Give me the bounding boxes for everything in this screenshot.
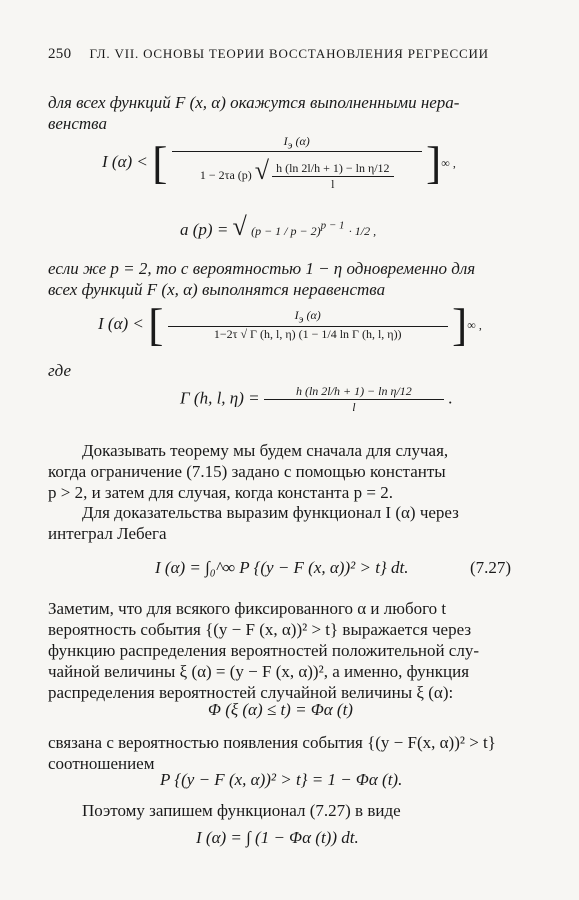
formula-1-fraction: Iэ (α) 1 − 2τa (p) √ $\frac{\text{h (ln 2l/h + 1) − ln η/12}}{l}$ — [172, 134, 422, 192]
formula-2: a (p) = √ $(p - 1 / p - 2)^{p - 1} \cdot 1/2$ , — [180, 212, 377, 241]
where-label: где — [48, 361, 71, 380]
formula-1-den-left: 1 − 2τa (p) — [199, 168, 252, 183]
paragraph-5: Поэтому запишем функционал (7.27) в виде — [82, 801, 401, 820]
formula-7: P {(y − F (x, α))² > t} = 1 − Φα (t). — [160, 770, 403, 789]
intro-text — [48, 92, 533, 134]
formula-1-root-num: h (ln 2l/h + 1) − ln η/12 — [276, 161, 390, 176]
condition-text: если же p = 2, то с вероятностью 1 − η одновременно для всех функций F (x, α) выполнятся неравенства — [48, 259, 476, 299]
chapter-title: ГЛ. VII. ОСНОВЫ ТЕОРИИ ВОССТАНОВЛЕНИЯ РЕГРЕССИИ — [89, 46, 489, 61]
paragraph-2: Для доказательства выразим функционал I (α) через интеграл Лебега — [48, 503, 459, 543]
formula-1 — [102, 134, 456, 192]
equation-number: (7.27) — [470, 558, 512, 577]
formula-1-tail: ∞ , — [441, 155, 456, 170]
page-number: 250 — [48, 46, 72, 62]
formula-4: Γ (h, l, η) = $\frac{\text{h (ln 2l/h + 1) − ln η/12}}{l}$ . — [180, 384, 453, 414]
intro-line-2: венства — [48, 114, 107, 133]
formula-3-den: 1−2τ √ Γ (h, l, η) (1 − 1/4 ln Γ (h, l, η)) — [168, 326, 448, 342]
formula-1-bracket-left: [ — [152, 137, 168, 189]
formula-5: I (α) = ∫₀^∞ P {(y − F (x, α))² > t} dt. — [155, 558, 409, 577]
formula-6: Φ (ξ (α) ≤ t) = Φα (t) — [208, 700, 353, 719]
formula-1-bracket-right: ] — [425, 137, 442, 189]
page-header — [48, 46, 489, 63]
paragraph-3: Заметим, что для всякого фиксированного α и любого t вероятность события {(y − F (x, α))² > t} выражается через функцию распределения вероятностей положительной слу- чайной величины ξ (α) = (y − F (x, α))², а именно, функция распределения вероятностей случайной величины ξ (α): — [48, 599, 480, 702]
paragraph-4: связана с вероятностью появления события {(y − F(x, α))² > t} соотношением — [48, 733, 496, 773]
paragraph-1: Доказывать теорему мы будем сначала для случая, когда ограничение (7.15) задано с помощью константы p > 2, и затем для случая, когда константа p = 2. — [48, 441, 449, 502]
formula-3: I (α) < [ $\frac{Iэ (\alpha)}{\text{1−2τ √ Γ (h, l, η) (1 − 1/4 ln Γ (h, l, η))}}$ ]∞ , — [98, 299, 482, 350]
intro-line-1: для всех функций F (x, α) окажутся выполненными нера- — [48, 93, 460, 112]
formula-8: I (α) = ∫ (1 − Φα (t)) dt. — [196, 828, 359, 847]
formula-1-lhs: I (α) < — [102, 151, 148, 171]
formula-1-root-den: l — [272, 176, 393, 192]
